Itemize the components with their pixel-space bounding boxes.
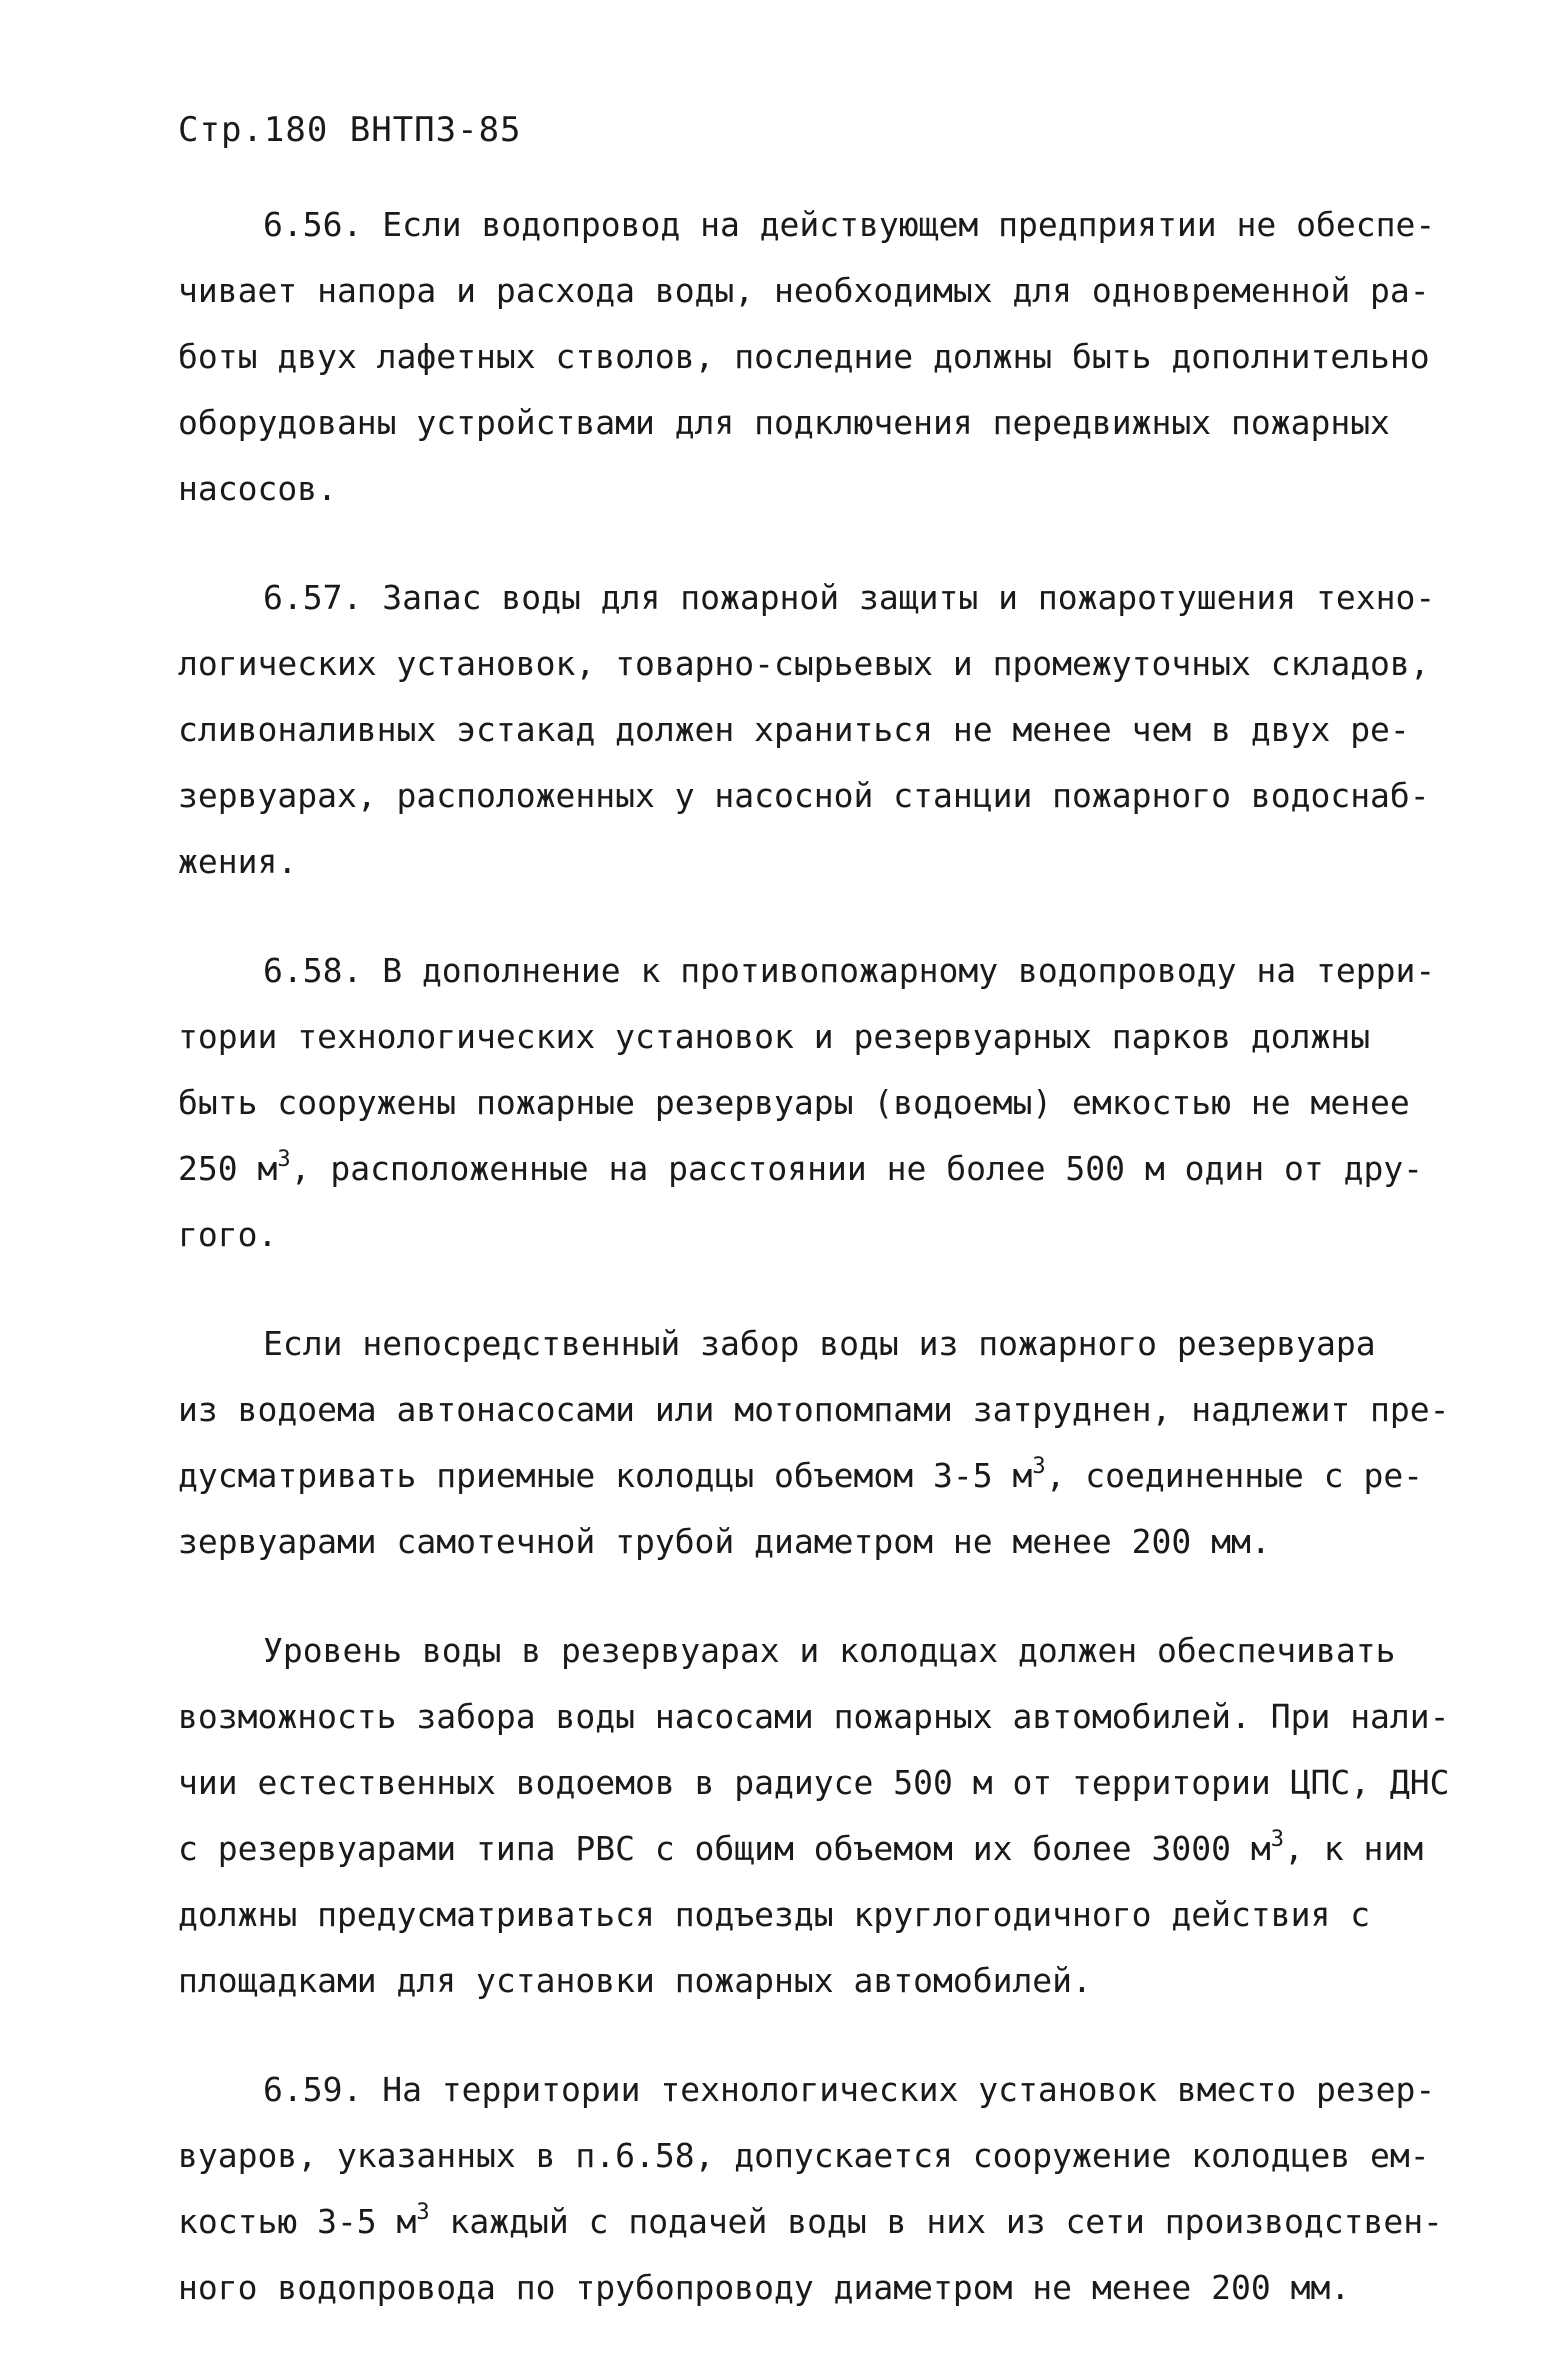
paragraph-gap bbox=[178, 1575, 1448, 1618]
text-line: 6.57. Запас воды для пожарной защиты и пожаротушения техно- bbox=[263, 578, 1436, 617]
paragraph-p-6-57 bbox=[178, 565, 1448, 895]
text-line: чии естественных водоемов в радиусе 500 м от территории ЦПС, ДНС bbox=[178, 1763, 1450, 1802]
text-line: чивает напора и расхода воды, необходимых для одновременной ра- bbox=[178, 271, 1430, 310]
superscript: 3 bbox=[416, 2200, 430, 2225]
paragraph-p-6-58 bbox=[178, 938, 1448, 1268]
text-line: должны предусматриваться подъезды круглогодичного действия с bbox=[178, 1895, 1371, 1934]
text-line: тории технологических установок и резервуарных парков должны bbox=[178, 1017, 1371, 1056]
text-line: зервуарами самотечной трубой диаметром не менее 200 мм. bbox=[178, 1522, 1271, 1561]
text-line: оборудованы устройствами для подключения передвижных пожарных bbox=[178, 403, 1390, 442]
text-line: возможность забора воды насосами пожарных автомобилей. При нали- bbox=[178, 1697, 1450, 1736]
text-line: ного водопровода по трубопроводу диаметром не менее 200 мм. bbox=[178, 2268, 1351, 2307]
paragraph-p-6-58-b bbox=[178, 1311, 1448, 1575]
text-line: логических установок, товарно-сырьевых и промежуточных складов, bbox=[178, 644, 1430, 683]
paragraph-p-6-59 bbox=[178, 2057, 1448, 2321]
superscript: 3 bbox=[1032, 1454, 1046, 1479]
superscript: 3 bbox=[1270, 1827, 1284, 1852]
text-line: костью 3-5 $м^3$ каждый с подачей воды в них из сети производствен- bbox=[178, 2200, 1443, 2241]
text-line: жения. bbox=[178, 842, 298, 881]
text-line: Если непосредственный забор воды из пожарного резервуара bbox=[263, 1324, 1376, 1363]
text-line: гого. bbox=[178, 1215, 278, 1254]
text-line: площадками для установки пожарных автомобилей. bbox=[178, 1961, 1092, 2000]
text-line: 6.59. На территории технологических установок вместо резер- bbox=[263, 2070, 1436, 2109]
paragraph-gap bbox=[178, 2014, 1448, 2057]
text-line: из водоема автонасосами или мотопомпами затруднен, надлежит пре- bbox=[178, 1390, 1450, 1429]
text-line: насосов. bbox=[178, 469, 337, 508]
paragraph-gap bbox=[178, 522, 1448, 565]
paragraph-p-6-58-c bbox=[178, 1618, 1448, 2014]
text-line: с резервуарами типа РВС с общим объемом их более 3000 $м^3$, к ним bbox=[178, 1827, 1424, 1868]
text-line: быть сооружены пожарные резервуары (водоемы) емкостью не менее bbox=[178, 1083, 1410, 1122]
paragraph-gap bbox=[178, 895, 1448, 938]
paragraph-gap bbox=[178, 1268, 1448, 1311]
text-line: Уровень воды в резервуарах и колодцах должен обеспечивать bbox=[263, 1631, 1396, 1670]
text-line: 6.56. Если водопровод на действующем предприятии не обеспе- bbox=[263, 205, 1436, 244]
paragraph-p-6-56 bbox=[178, 192, 1448, 522]
text-line: 250 $м^3$, расположенные на расстоянии не более 500 м один от дру- bbox=[178, 1147, 1424, 1188]
text-line: вуаров, указанных в п.6.58, допускается сооружение колодцев ем- bbox=[178, 2136, 1430, 2175]
superscript: 3 bbox=[277, 1147, 291, 1172]
text-line: дусматривать приемные колодцы объемом 3-5 $м^3$, соединенные с ре- bbox=[178, 1454, 1424, 1495]
text-line: боты двух лафетных стволов, последние должны быть дополнительно bbox=[178, 337, 1430, 376]
text-line: зервуарах, расположенных у насосной станции пожарного водоснаб- bbox=[178, 776, 1430, 815]
text-line: 6.58. В дополнение к противопожарному водопроводу на терри- bbox=[263, 951, 1436, 990]
page-header: Стр.180 ВНТП3-85 bbox=[178, 110, 522, 150]
text-line: сливоналивных эстакад должен храниться не менее чем в двух ре- bbox=[178, 710, 1410, 749]
document-body bbox=[178, 192, 1448, 2321]
